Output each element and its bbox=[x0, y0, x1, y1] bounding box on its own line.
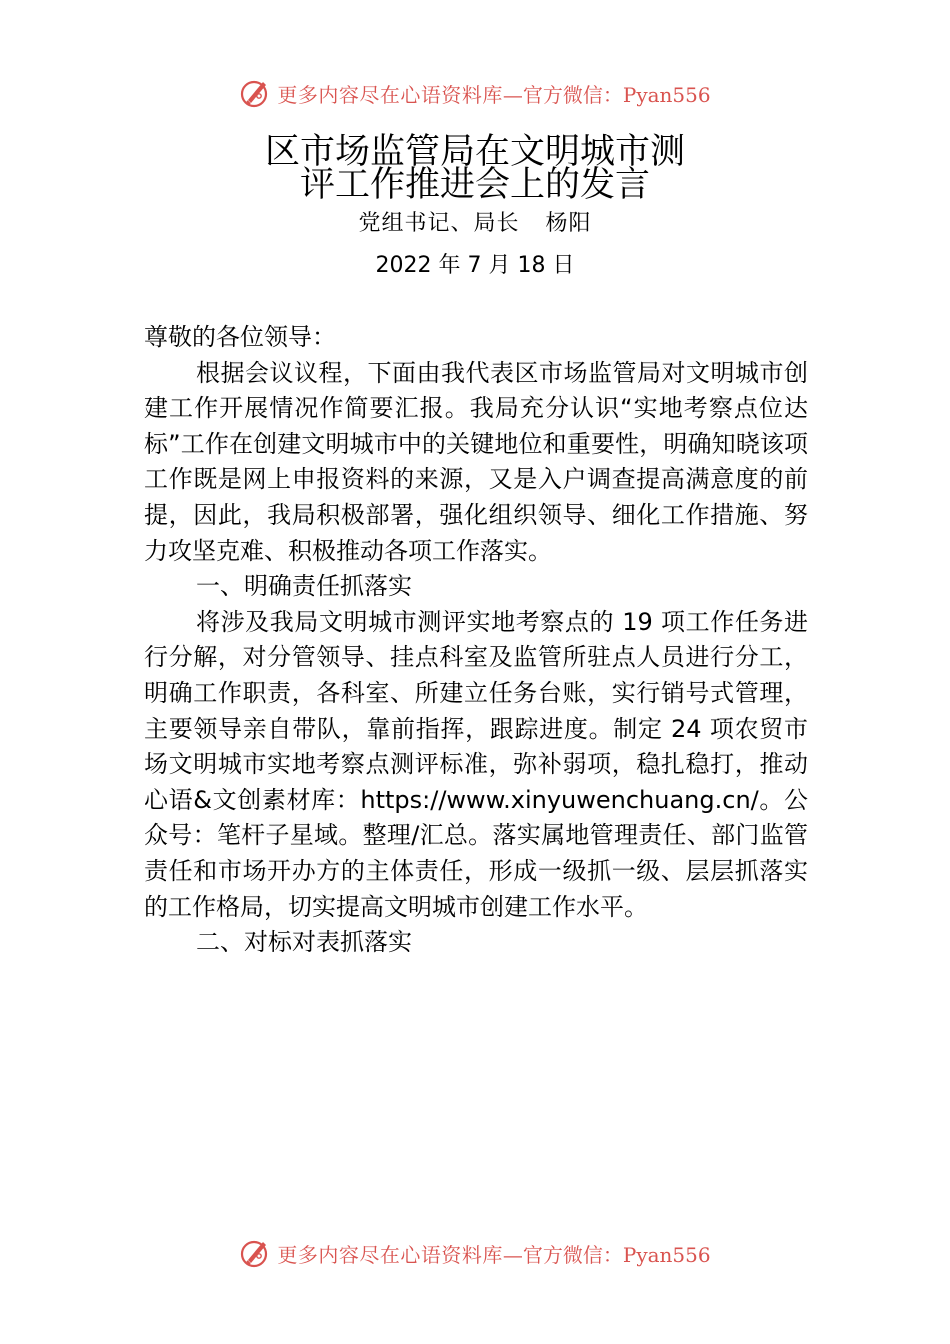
watermark-promo-text: 更多内容尽在心语资料库 bbox=[277, 1242, 503, 1267]
header-watermark bbox=[0, 73, 950, 113]
document-title-line-2: 评工作推进会上的发言 bbox=[299, 165, 650, 205]
section-1-heading: 一、明确责任抓落实 bbox=[196, 572, 412, 601]
author-name: 杨阳 bbox=[545, 211, 592, 236]
watermark-contact-text: —官方微信：Pyan556 bbox=[502, 82, 711, 107]
section-2-heading: 二、对标对表抓落实 bbox=[196, 928, 412, 957]
watermark-promo-text: 更多内容尽在心语资料库 bbox=[277, 82, 503, 107]
author-line bbox=[0, 209, 950, 239]
author-role: 党组书记、局长 bbox=[358, 211, 520, 236]
document-date: 2022 年 7 月 18 日 bbox=[375, 253, 575, 278]
watermark-contact-text: —官方微信：Pyan556 bbox=[502, 1242, 711, 1267]
document-body bbox=[144, 320, 808, 961]
section-1-paragraph: 将涉及我局文明城市测评实地考察点的 19 项工作任务进行分解，对分管领导、挂点科室及监管所驻点人员进行分工，明确工作职责，各科室、所建立任务台账，实行销号式管理，主要领导亲自带队，靠前指挥，跟踪进度。制定 24 项农贸市场文明城市实地考察点测评标准，弥补弱项，稳扎稳打，推动心语&文创素材库：https://www.xinyuwenchuang.cn/。公众号：笔杆子星域。整理/汇总。落实属地管理责任、部门监管责任和市场开办方的主体责任，形成一级抓一级、层层抓落实的工作格局，切实提高文明城市创建工作水平。 bbox=[144, 607, 808, 921]
intro-paragraph: 根据会议议程，下面由我代表区市场监管局对文明城市创建工作开展情况作简要汇报。我局充分认识“实地考察点位达标”工作在创建文明城市中的关键地位和重要性，明确知晓该项工作既是网上申报资料的来源，又是入户调查提高满意度的前提，因此，我局积极部署，强化组织领导、细化工作措施、努力攻坚克难、积极推动各项工作落实。 bbox=[144, 358, 808, 565]
quill-logo-icon bbox=[239, 76, 273, 110]
document-title-line-1: 区市场监管局在文明城市测 bbox=[264, 132, 685, 172]
footer-watermark bbox=[0, 1233, 950, 1273]
salutation: 尊敬的各位领导： bbox=[144, 323, 336, 351]
quill-logo-icon bbox=[239, 1236, 273, 1270]
